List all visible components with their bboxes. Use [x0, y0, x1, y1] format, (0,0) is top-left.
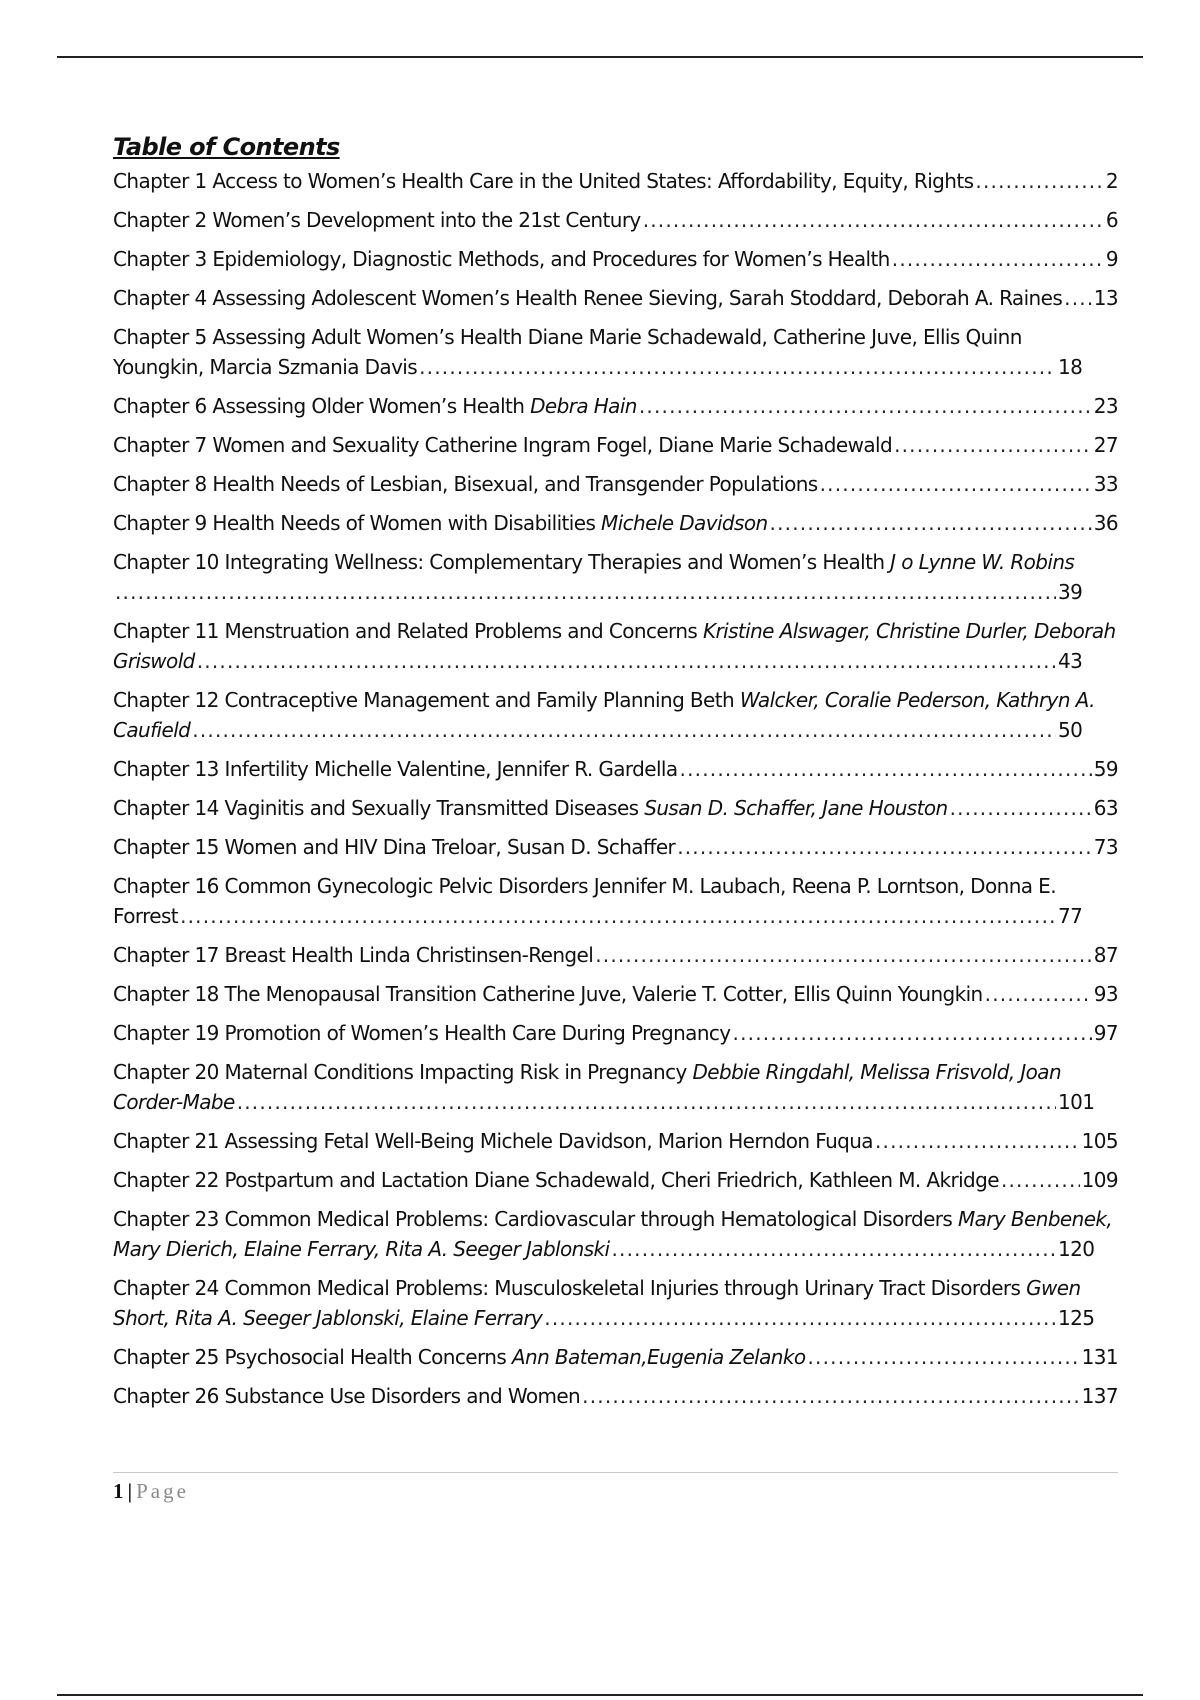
toc-entry-title: Chapter 10 Integrating Wellness: Complementary Therapies and Women’s Health [113, 550, 891, 574]
bottom-rule [57, 1694, 1143, 1696]
toc-entry-title: Chapter 1 Access to Women’s Health Care in the United States: Affordability, Equity, Rights [113, 169, 974, 193]
toc-entry[interactable] [113, 1057, 1118, 1117]
toc-entry[interactable] [113, 1381, 1118, 1411]
toc-entry-tail [235, 1087, 1095, 1117]
toc-entry-tail [609, 1234, 1094, 1264]
toc-entry-row [113, 793, 1118, 823]
toc-page-number: 137 [1081, 1384, 1118, 1408]
toc-entry-text [113, 430, 892, 460]
toc-entry[interactable] [113, 391, 1118, 421]
toc-entry[interactable] [113, 430, 1118, 460]
dot-leader [237, 1087, 1056, 1117]
dot-leader [770, 508, 1092, 538]
toc-entry-text [113, 244, 890, 274]
toc-page-number: 36 [1093, 511, 1118, 535]
toc-entry[interactable] [113, 283, 1118, 313]
toc-page-number: 50 [1058, 718, 1083, 742]
toc-entry-title: Chapter 2 Women’s Development into the 21st Century [113, 208, 641, 232]
toc-entry-row [113, 1018, 1118, 1048]
footer-rule [113, 1472, 1118, 1473]
toc-entry[interactable] [113, 1165, 1118, 1195]
toc-page-number: 97 [1093, 1021, 1118, 1045]
dot-leader [677, 832, 1092, 862]
toc-page-number: 101 [1058, 1090, 1095, 1114]
toc-entry[interactable] [113, 1273, 1118, 1333]
toc-entry-row [113, 322, 1118, 382]
dot-leader [197, 646, 1056, 676]
toc-entry-tail [542, 1303, 1094, 1333]
toc-entry-authors: Mary Benbenek, Mary Dierich, Elaine Ferrary, Rita A. Seeger Jablonski [113, 1207, 1113, 1261]
toc-entry-tail [190, 715, 1082, 745]
dot-leader [892, 244, 1104, 274]
toc-entry[interactable] [113, 322, 1118, 382]
toc-entry-title: Chapter 19 Promotion of Women’s Health Care During Pregnancy [113, 1021, 731, 1045]
toc-page-number: 120 [1058, 1237, 1095, 1261]
toc-entry-title: Chapter 7 Women and Sexuality Catherine Ingram Fogel, Diane Marie Schadewald [113, 433, 893, 457]
toc-entry-text [113, 391, 637, 421]
toc-entry-row [113, 1204, 1118, 1264]
toc-entry-text [113, 508, 768, 538]
page-separator: | [127, 1479, 133, 1503]
toc-entry[interactable] [113, 508, 1118, 538]
toc-entry-authors: Ann Bateman,Eugenia Zelanko [511, 1345, 806, 1369]
toc-entry-tail [417, 352, 1082, 382]
dot-leader [950, 793, 1092, 823]
toc-page-number: 131 [1081, 1345, 1118, 1369]
toc-entry-row [113, 871, 1118, 931]
dot-leader [611, 1234, 1056, 1264]
toc-entry-text [113, 979, 983, 1009]
toc-entry-row [113, 391, 1118, 421]
toc-entry-row [113, 940, 1118, 970]
toc-entry-row [113, 1381, 1118, 1411]
toc-page-number: 23 [1093, 394, 1118, 418]
toc-entry[interactable] [113, 940, 1118, 970]
dot-leader [733, 1018, 1092, 1048]
toc-entry-title: Chapter 11 Menstruation and Related Problems and Concerns [113, 619, 703, 643]
toc-entry[interactable] [113, 793, 1118, 823]
toc-entry-title: Chapter 14 Vaginitis and Sexually Transmitted Diseases [113, 796, 645, 820]
toc-entry-authors: Debbie Ringdahl, Melissa Frisvold, Joan Corder-Mabe [113, 1060, 1062, 1114]
toc-entry-title: Chapter 5 Assessing Adult Women’s Health Diane Marie Schadewald, Catherine Juve, Ellis Quinn Youngkin, Marcia Szmania Davis [113, 325, 1022, 379]
toc-entry-row [113, 1165, 1118, 1195]
toc-page-number: 9 [1105, 247, 1118, 271]
toc-entry-tail [113, 577, 1082, 607]
toc-entry-authors: Debra Hain [530, 394, 637, 418]
toc-entry-text [113, 1342, 805, 1372]
dot-leader [1064, 283, 1092, 313]
dot-leader [975, 166, 1103, 196]
toc-entry-title: Chapter 4 Assessing Adolescent Women’s Health Renee Sieving, Sarah Stoddard, Deborah A. Raines [113, 286, 1063, 310]
toc-entry-authors: Gwen Short, Rita A. Seeger Jablonski, Elaine Ferrary [113, 1276, 1081, 1330]
toc-entry-title: Chapter 25 Psychosocial Health Concerns [113, 1345, 512, 1369]
toc-entry-text [113, 1381, 580, 1411]
toc-entry-tail [178, 901, 1082, 931]
toc-entry[interactable] [113, 1126, 1118, 1156]
toc-page-number: 27 [1093, 433, 1118, 457]
dot-leader [894, 430, 1092, 460]
toc-entry-text [113, 283, 1062, 313]
toc-entries [113, 166, 1118, 1411]
toc-entry-title: Chapter 13 Infertility Michelle Valentine, Jennifer R. Gardella [113, 757, 678, 781]
toc-entry[interactable] [113, 616, 1118, 676]
toc-page-number: 87 [1093, 943, 1118, 967]
toc-entry-row [113, 508, 1118, 538]
toc-entry-text [113, 205, 641, 235]
toc-entry-text [113, 469, 818, 499]
dot-leader [582, 1381, 1079, 1411]
toc-entry-row [113, 547, 1118, 607]
toc-entry-row [113, 244, 1118, 274]
toc-entry-title: Chapter 18 The Menopausal Transition Catherine Juve, Valerie T. Cotter, Ellis Quinn Youngkin [113, 982, 983, 1006]
table-of-contents [113, 132, 1118, 1420]
toc-page-number: 105 [1081, 1129, 1118, 1153]
toc-entry-text [113, 940, 593, 970]
toc-entry-text [113, 793, 948, 823]
toc-entry-row [113, 616, 1118, 676]
toc-entry-row [113, 832, 1118, 862]
toc-page-number: 59 [1093, 757, 1118, 781]
toc-entry-row [113, 469, 1118, 499]
toc-page-number: 2 [1105, 169, 1118, 193]
toc-page-number: 77 [1058, 904, 1083, 928]
dot-leader [807, 1342, 1079, 1372]
toc-entry-row [113, 685, 1118, 745]
dot-leader [192, 715, 1056, 745]
toc-entry-title: Chapter 12 Contraceptive Management and Family Planning Beth [113, 688, 740, 712]
toc-entry-tail [195, 646, 1083, 676]
dot-leader [180, 901, 1056, 931]
toc-page-number: 109 [1081, 1168, 1118, 1192]
dot-leader [419, 352, 1056, 382]
toc-entry-title: Chapter 17 Breast Health Linda Christinsen-Rengel [113, 943, 594, 967]
toc-entry-row [113, 430, 1118, 460]
toc-entry-authors: Walcker, Coralie Pederson, Kathryn A. Caufield [113, 688, 1095, 742]
toc-title: Table of Contents [113, 133, 340, 161]
toc-entry-row [113, 283, 1118, 313]
toc-page-number: 18 [1058, 355, 1083, 379]
toc-entry-title: Chapter 6 Assessing Older Women’s Health [113, 394, 531, 418]
toc-entry[interactable] [113, 871, 1118, 931]
toc-entry[interactable] [113, 979, 1118, 1009]
dot-leader [643, 205, 1104, 235]
dot-leader [544, 1303, 1056, 1333]
page-number: 1 [113, 1479, 124, 1503]
toc-page-number: 43 [1058, 649, 1083, 673]
toc-entry-authors: J o Lynne W. Robins [890, 550, 1075, 574]
dot-leader [115, 577, 1056, 607]
toc-entry-text [113, 166, 973, 196]
toc-entry-row [113, 205, 1118, 235]
toc-page-number: 93 [1093, 982, 1118, 1006]
header-rule [57, 56, 1143, 58]
toc-entry-title: Chapter 3 Epidemiology, Diagnostic Methods, and Procedures for Women’s Health [113, 247, 890, 271]
toc-entry-authors: Michele Davidson [601, 511, 768, 535]
dot-leader [680, 754, 1092, 784]
toc-entry-title: Chapter 24 Common Medical Problems: Musculoskeletal Injuries through Urinary Tract Disorders [113, 1276, 1027, 1300]
toc-entry-title: Chapter 22 Postpartum and Lactation Diane Schadewald, Cheri Friedrich, Kathleen M. Akridge [113, 1168, 999, 1192]
toc-entry[interactable] [113, 1018, 1118, 1048]
page-label: Page [136, 1479, 189, 1503]
toc-entry-title: Chapter 23 Common Medical Problems: Cardiovascular through Hematological Disorders [113, 1207, 958, 1231]
toc-entry-text [113, 754, 678, 784]
toc-entry-title: Chapter 21 Assessing Fetal Well-Being Michele Davidson, Marion Herndon Fuqua [113, 1129, 873, 1153]
dot-leader [820, 469, 1092, 499]
toc-entry-title: Chapter 20 Maternal Conditions Impacting Risk in Pregnancy [113, 1060, 693, 1084]
toc-entry-authors: Susan D. Schaffer, Jane Houston [644, 796, 948, 820]
toc-entry-authors: Kristine Alswager, Christine Durler, Deborah Griswold [113, 619, 1116, 673]
toc-entry[interactable] [113, 469, 1118, 499]
toc-entry-title: Chapter 9 Health Needs of Women with Disabilities [113, 511, 602, 535]
toc-page-number: 63 [1093, 796, 1118, 820]
toc-entry[interactable] [113, 685, 1118, 745]
toc-page-number: 6 [1105, 208, 1118, 232]
toc-entry-title: Chapter 16 Common Gynecologic Pelvic Disorders Jennifer M. Laubach, Reena P. Lorntson, Donna E. Forrest [113, 874, 1056, 928]
toc-entry-title: Chapter 15 Women and HIV Dina Treloar, Susan D. Schaffer [113, 835, 676, 859]
toc-entry[interactable] [113, 205, 1118, 235]
toc-entry[interactable] [113, 832, 1118, 862]
dot-leader [985, 979, 1092, 1009]
toc-entry[interactable] [113, 244, 1118, 274]
toc-page-number: 39 [1058, 580, 1083, 604]
dot-leader [875, 1126, 1080, 1156]
toc-entry-row [113, 1273, 1118, 1333]
toc-page-number: 73 [1093, 835, 1118, 859]
toc-entry[interactable] [113, 754, 1118, 784]
toc-page-number: 33 [1093, 472, 1118, 496]
toc-entry[interactable] [113, 166, 1118, 196]
toc-entry-row [113, 1342, 1118, 1372]
dot-leader [1001, 1165, 1080, 1195]
toc-entry-title: Chapter 8 Health Needs of Lesbian, Bisexual, and Transgender Populations [113, 472, 818, 496]
toc-entry[interactable] [113, 547, 1118, 607]
dot-leader [639, 391, 1092, 421]
toc-entry[interactable] [113, 1342, 1118, 1372]
toc-page-number: 125 [1058, 1306, 1095, 1330]
toc-entry[interactable] [113, 1204, 1118, 1264]
toc-entry-row [113, 166, 1118, 196]
toc-entry-text [113, 1018, 731, 1048]
toc-entry-row [113, 754, 1118, 784]
dot-leader [595, 940, 1092, 970]
toc-entry-text [113, 1165, 999, 1195]
toc-entry-text [113, 1126, 873, 1156]
toc-entry-row [113, 1057, 1118, 1117]
toc-entry-title: Chapter 26 Substance Use Disorders and Women [113, 1384, 581, 1408]
toc-page-number: 13 [1093, 286, 1118, 310]
page-footer [113, 1477, 189, 1505]
toc-entry-text [113, 550, 1074, 574]
toc-entry-row [113, 1126, 1118, 1156]
toc-entry-row [113, 979, 1118, 1009]
toc-entry-text [113, 832, 675, 862]
